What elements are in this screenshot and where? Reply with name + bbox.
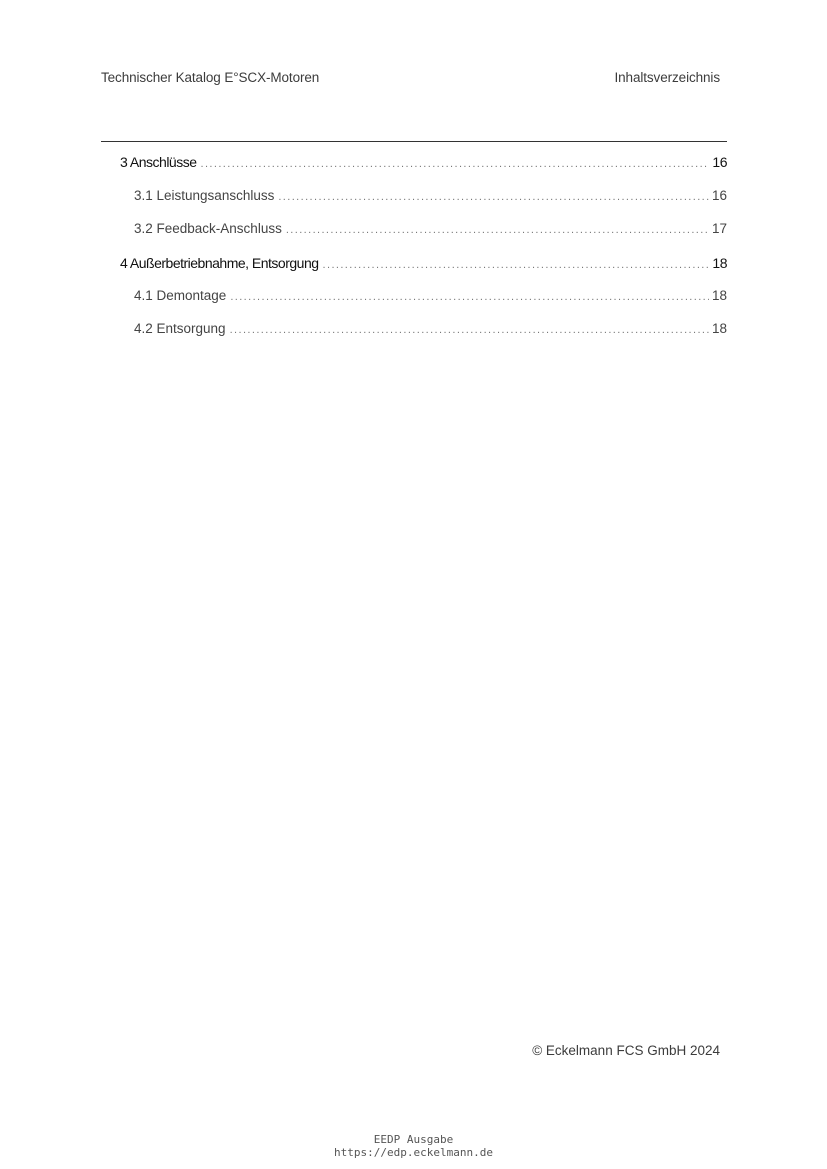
toc-entry-page: 18 xyxy=(711,288,727,303)
copyright-notice: © Eckelmann FCS GmbH 2024 xyxy=(532,1043,720,1058)
toc-entry-page: 16 xyxy=(712,154,727,170)
toc-entry-4[interactable] xyxy=(120,252,727,274)
header-divider xyxy=(101,141,727,142)
toc-entry-page: 16 xyxy=(711,188,727,203)
edition-url: https://edp.eckelmann.de xyxy=(334,1146,493,1159)
toc-leader-dots xyxy=(230,286,709,308)
toc-entry-title: 4 Außerbetriebnahme, Entsorgung xyxy=(120,255,319,271)
toc-entry-title: 4.2 Entsorgung xyxy=(134,321,226,336)
toc-entry-3[interactable] xyxy=(120,151,727,173)
toc-entry-4-1[interactable] xyxy=(134,285,727,307)
toc-leader-dots xyxy=(230,319,709,341)
toc-entry-title: 3 Anschlüsse xyxy=(120,154,197,170)
toc-entry-3-1[interactable] xyxy=(134,185,727,207)
toc-entry-title: 3.2 Feedback-Anschluss xyxy=(134,221,282,236)
toc-leader-dots xyxy=(323,254,710,276)
toc-entry-page: 17 xyxy=(711,221,727,236)
edition-stamp xyxy=(0,1133,827,1159)
toc-entry-3-2[interactable] xyxy=(134,218,727,240)
toc-entry-title: 3.1 Leistungsanschluss xyxy=(134,188,275,203)
toc-entry-page: 18 xyxy=(712,255,727,271)
toc-leader-dots xyxy=(201,153,710,175)
document-title: Technischer Katalog E°SCX-Motoren xyxy=(101,70,320,85)
toc-entry-4-2[interactable] xyxy=(134,318,727,340)
section-title: Inhaltsverzeichnis xyxy=(614,70,720,85)
toc-entry-page: 18 xyxy=(711,321,727,336)
toc-entry-title: 4.1 Demontage xyxy=(134,288,227,303)
toc-leader-dots xyxy=(278,186,709,208)
toc-leader-dots xyxy=(286,219,709,241)
edition-label: EEDP Ausgabe xyxy=(373,1133,454,1146)
